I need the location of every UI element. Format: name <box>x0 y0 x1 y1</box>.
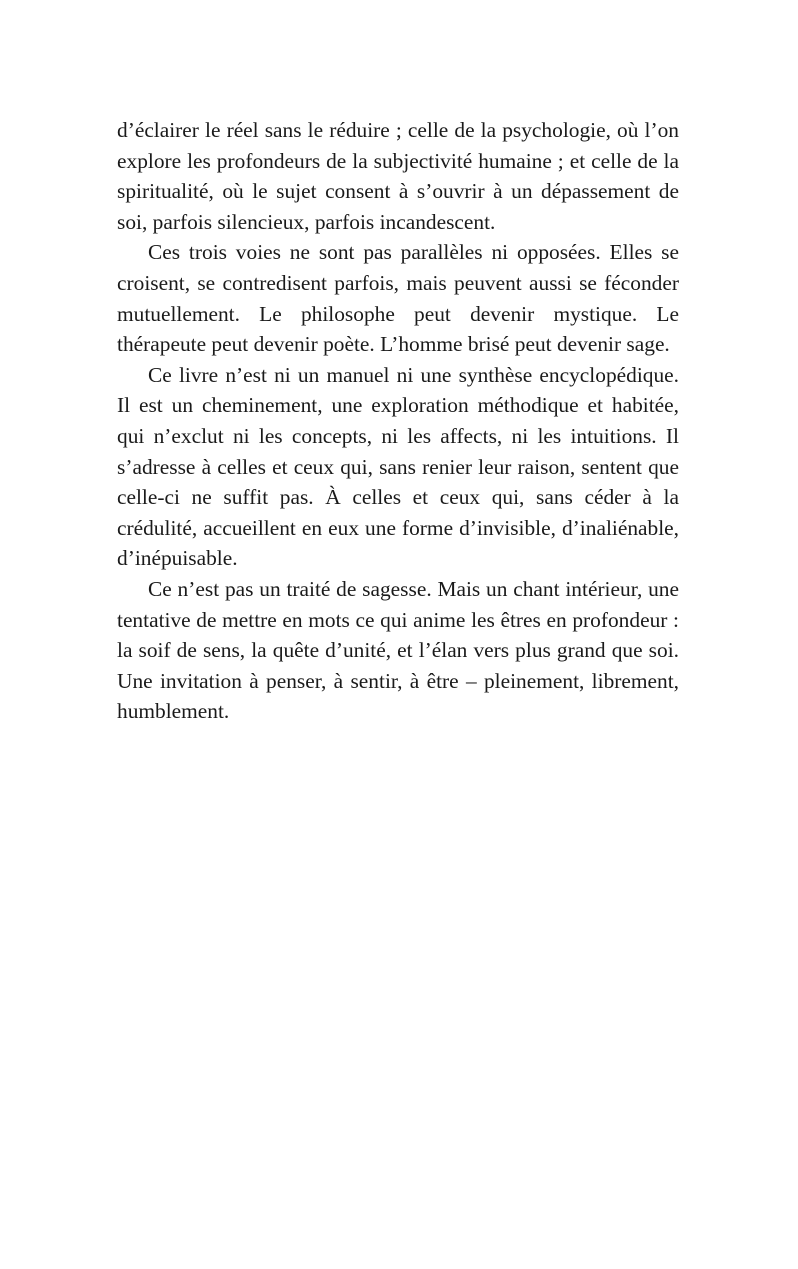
paragraph-invitation: Ce n’est pas un traité de sagesse. Mais un chant intérieur, une tentative de mettre en mots ce qui anime les êtres en profondeur : la soif de sens, la quête d’unité, et l’élan vers plus grand que soi. Une invitation à penser, à sentir, à être – pleinement, librement, humblement. <box>117 576 679 724</box>
page-body <box>117 115 679 727</box>
paragraph-three-paths: Ces trois voies ne sont pas parallèles ni opposées. Elles se croisent, se contredisent parfois, mais peuvent aussi se féconder mutuellement. Le philosophe peut devenir mystique. Le thérapeute peut devenir poète. L’homme brisé peut devenir sage. <box>117 240 679 357</box>
paragraph-continuation: d’éclairer le réel sans le réduire ; celle de la psychologie, où l’on explore les profondeurs de la subjectivité humaine ; et celle de la spiritualité, où le sujet consent à s’ouvrir à un dépassement de soi, parfois silencieux, parfois incandescent. <box>117 118 679 234</box>
paragraph-book-purpose: Ce livre n’est ni un manuel ni une synthèse encyclopédique. Il est un cheminement, une exploration méthodique et habitée, qui n’exclut ni les concepts, ni les affects, ni les intuitions. Il s’adresse à celles et ceux qui, sans renier leur raison, sentent que celle-ci ne suffit pas. À celles et ceux qui, sans céder à la crédulité, accueillent en eux une forme d’invisible, d’inaliénable, d’inépuisable. <box>117 362 679 571</box>
